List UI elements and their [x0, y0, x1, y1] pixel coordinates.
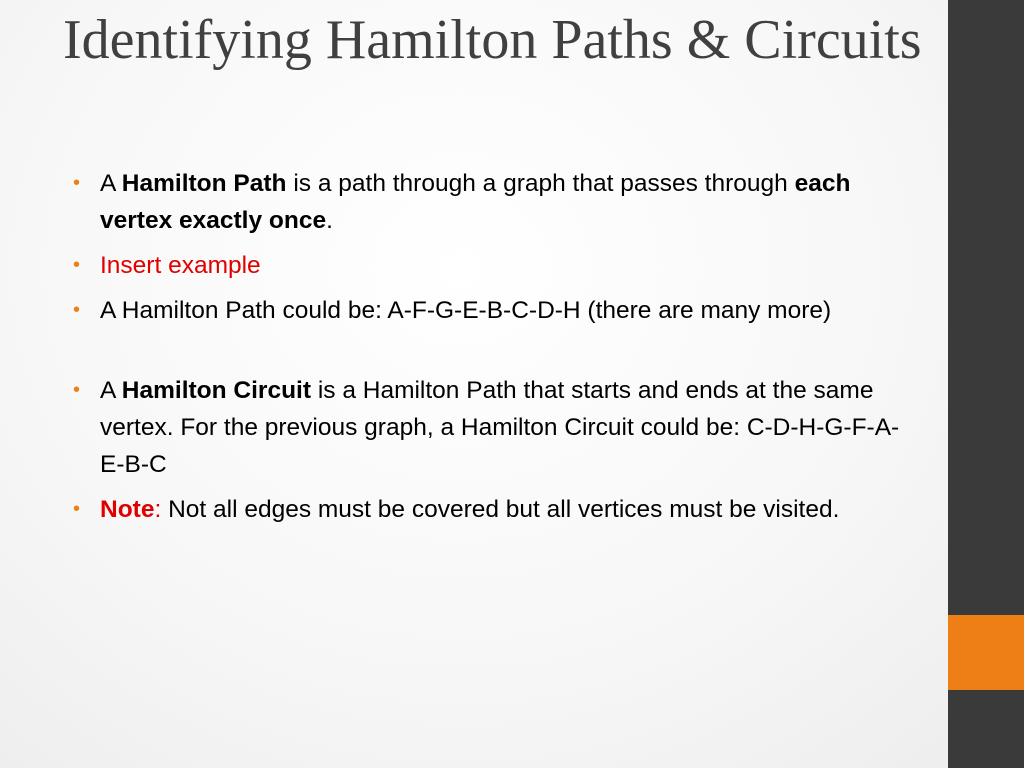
note-label: Note	[100, 496, 155, 523]
emphasis-each-vertex: each vertex exactly once	[100, 170, 851, 234]
bullet-prefix: A	[100, 170, 122, 197]
bullet-list	[73, 165, 903, 536]
bullet-suffix: .	[326, 207, 333, 234]
bullet-note	[73, 491, 903, 528]
bullet-icon: •	[73, 172, 81, 194]
term-hamilton-path: Hamilton Path	[121, 170, 287, 197]
term-hamilton-circuit: Hamilton Circuit	[121, 377, 312, 404]
bullet-icon: •	[73, 254, 81, 276]
bullet-text: Not all edges must be covered but all vertices must be visited.	[161, 496, 840, 523]
bullet-icon: •	[73, 299, 81, 321]
bullet-text: Insert example	[100, 252, 261, 279]
bullet-text: is a Hamilton Path that starts and ends at the same vertex. For the previous graph, a Hamilton Circuit could be: C-D-H-G-F-A-E-B-C	[100, 377, 900, 478]
bullet-icon: •	[73, 379, 81, 401]
bullet-text: is a path through a graph that passes through	[286, 170, 795, 197]
slide-title: Identifying Hamilton Paths & Circuits	[63, 9, 922, 71]
bullet-prefix: A	[100, 377, 122, 404]
note-colon: :	[154, 496, 162, 523]
bullet-text: A Hamilton Path could be: A-F-G-E-B-C-D-H (there are many more)	[100, 297, 832, 324]
bullet-hamilton-circuit-definition	[73, 372, 903, 483]
bullet-hamilton-path-example	[73, 292, 903, 329]
sidebar-accent-block	[948, 615, 1024, 690]
bullet-insert-example	[73, 247, 903, 284]
bullet-hamilton-path-definition	[73, 165, 903, 239]
bullet-icon: •	[73, 498, 81, 520]
